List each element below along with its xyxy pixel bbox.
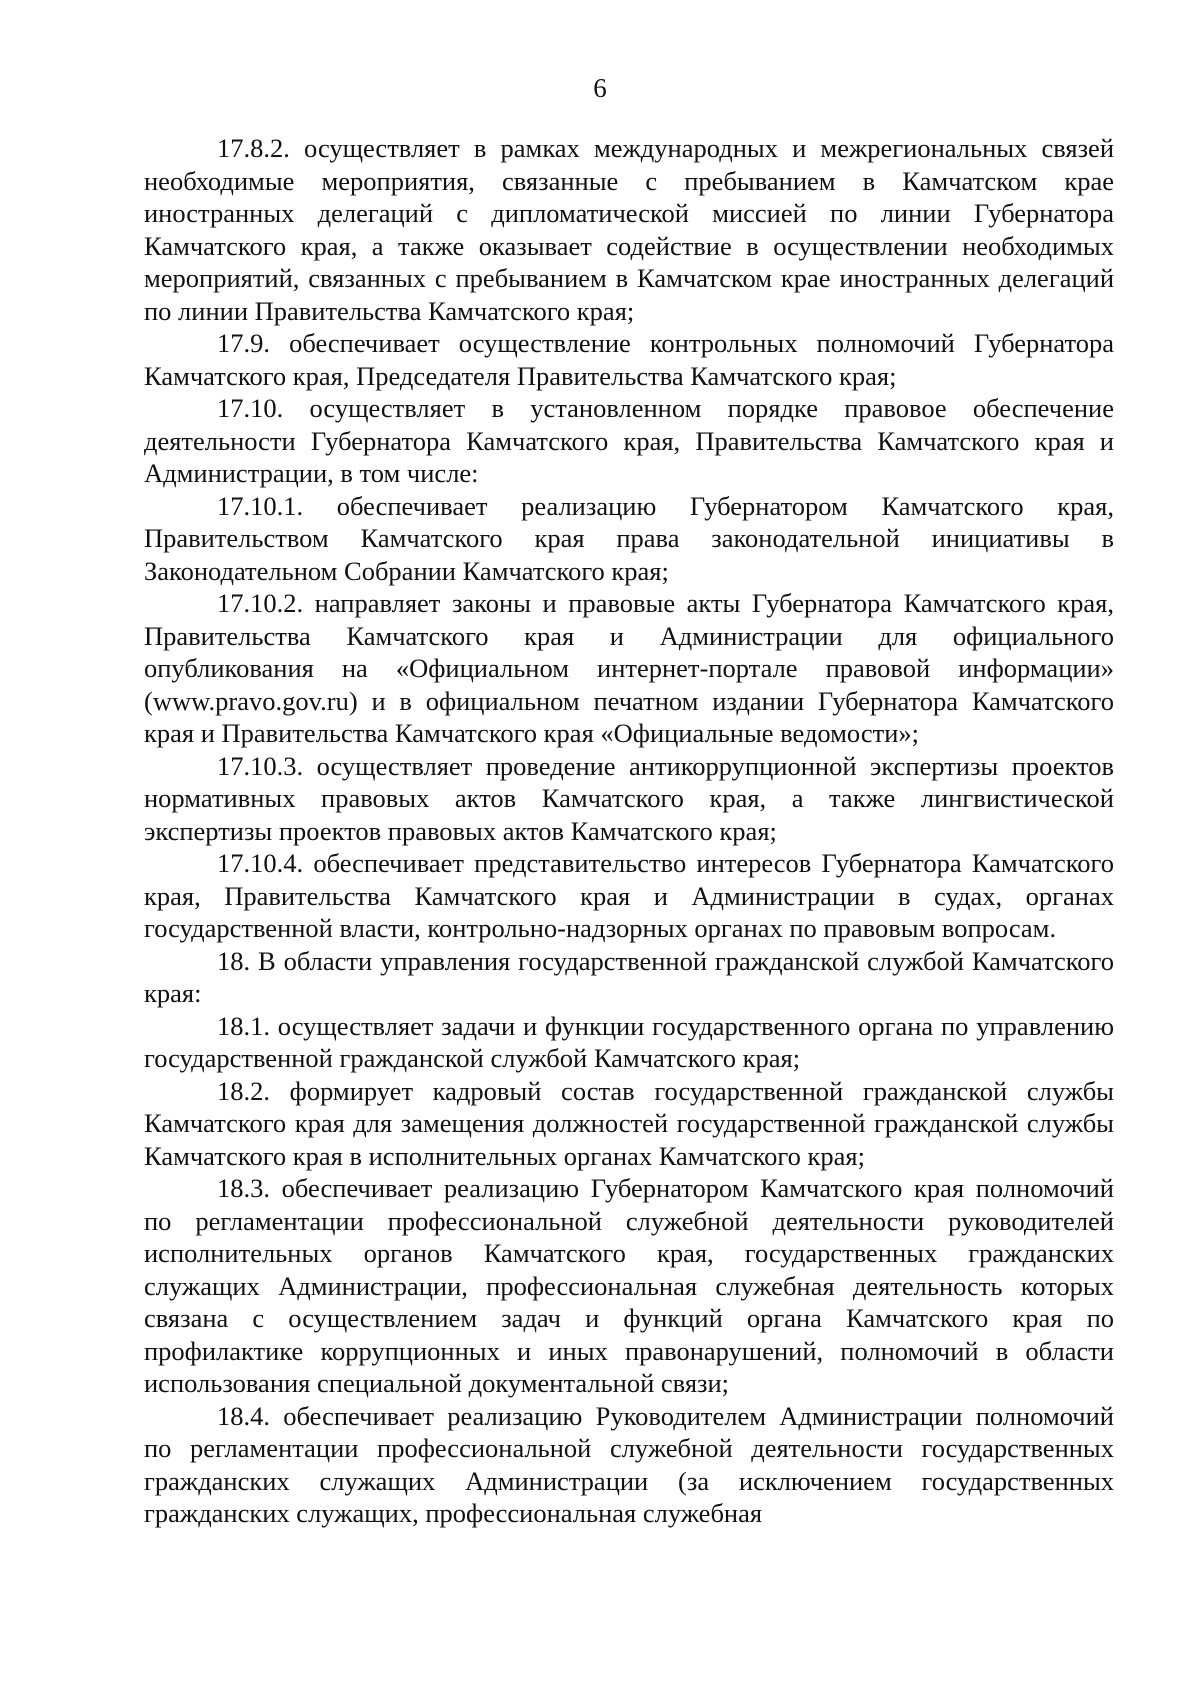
paragraph-18-2: 18.2. формирует кадровый состав государственной гражданской службы Камчатского края для замещения должностей государственной гражданской службы Камчатского края в исполнительных органах Камчатского края; xyxy=(144,1075,1114,1171)
paragraph-17-8-2: 17.8.2. осуществляет в рамках международных и межрегиональных связей необходимые мероприятия, связанные с пребыванием в Камчатском крае иностранных делегаций с дипломатической миссией по линии Губернатора Камчатского края, а также оказывает содействие в осуществлении необходимых мероприятий, связанных с пребыванием в Камчатском крае иностранных делегаций по линии Правительства Камчатского края; xyxy=(144,133,1114,326)
document-body xyxy=(144,132,1114,1530)
paragraph-17-10-3: 17.10.3. осуществляет проведение антикоррупционной экспертизы проектов нормативных правовых актов Камчатского края, а также лингвистической экспертизы проектов правовых актов Камчатского края; xyxy=(144,750,1114,846)
page-number: 6 xyxy=(593,73,607,103)
paragraph-18: 18. В области управления государственной гражданской службой Камчатского края: xyxy=(144,945,1114,1008)
paragraph-17-10-4: 17.10.4. обеспечивает представительство интересов Губернатора Камчатского края, Правительства Камчатского края и Администрации в судах, органах государственной власти, контрольно-надзорных органах по правовым вопросам. xyxy=(144,848,1114,943)
paragraph-18-4: 18.4. обеспечивает реализацию Руководителем Администрации полномочий по регламентации профессиональной служебной деятельности государственных гражданских служащих Администрации (за исключением государственных гражданских служащих, профессиональная служебная xyxy=(144,1400,1114,1528)
paragraph-17-10-1: 17.10.1. обеспечивает реализацию Губернатором Камчатского края, Правительством Камчатского края права законодательной инициативы в Законодательном Собрании Камчатского края; xyxy=(144,490,1114,586)
paragraph-17-10: 17.10. осуществляет в установленном порядке правовое обеспечение деятельности Губернатора Камчатского края, Правительства Камчатского края и Администрации, в том числе: xyxy=(144,393,1114,488)
paragraph-18-3: 18.3. обеспечивает реализацию Губернатором Камчатского края полномочий по регламентации профессиональной служебной деятельности руководителей исполнительных органов Камчатского края, государственных гражданских служащих Администрации, профессиональная служебная деятельность которых связана с осуществлением задач и функций органа Камчатского края по профилактике коррупционных и иных правонарушений, полномочий в области использования специальной документальной связи; xyxy=(144,1173,1114,1398)
paragraph-18-1: 18.1. осуществляет задачи и функции государственного органа по управлению государственной гражданской службой Камчатского края; xyxy=(144,1010,1114,1073)
paragraph-17-10-2: 17.10.2. направляет законы и правовые акты Губернатора Камчатского края, Правительства Камчатского края и Администрации для официального опубликования на «Официальном интернет-портале правовой информации» (www.pravo.gov.ru) и в официальном печатном издании Губернатора Камчатского края и Правительства Камчатского края «Официальные ведомости»; xyxy=(144,588,1114,748)
paragraph-17-9: 17.9. обеспечивает осуществление контрольных полномочий Губернатора Камчатского края, Председателя Правительства Камчатского края; xyxy=(144,328,1114,391)
